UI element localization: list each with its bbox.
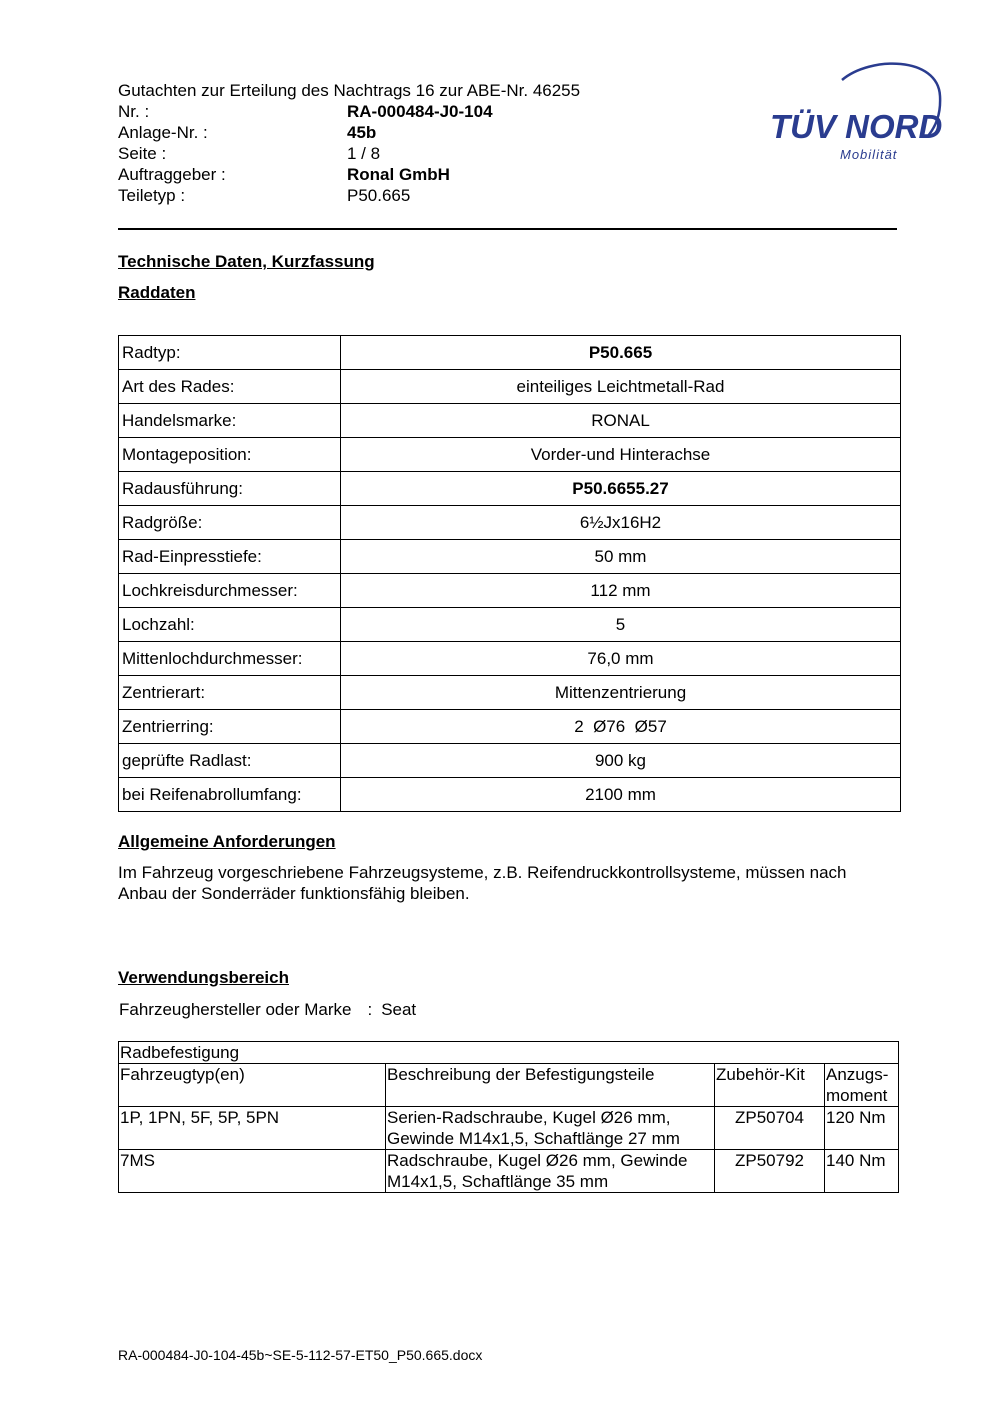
- row-value: Mittenzentrierung: [341, 676, 901, 710]
- meta-key: Anlage-Nr. :: [118, 123, 208, 142]
- row-label: Zentrierring:: [119, 710, 341, 744]
- table-row: [119, 608, 901, 642]
- table-row: [119, 506, 901, 540]
- meta-key: Seite :: [118, 144, 167, 163]
- table-row: [119, 404, 901, 438]
- table-caption: Radbefestigung: [119, 1042, 899, 1064]
- document-title: Gutachten zur Erteilung des Nachtrags 16 zur ABE-Nr. 46255: [118, 81, 581, 100]
- section-title-verwendung: Verwendungsbereich: [118, 968, 289, 987]
- wheel-fixing-table: [118, 1041, 899, 1193]
- table-row: [119, 1107, 899, 1150]
- wheel-data-table: [118, 335, 901, 812]
- cell-vehicle-types: 7MS: [119, 1150, 386, 1193]
- row-value: 900 kg: [341, 744, 901, 778]
- tuv-nord-logo: [760, 58, 950, 168]
- cell-description: Radschraube, Kugel Ø26 mm, Gewinde M14x1,5, Schaftlänge 35 mm: [386, 1150, 715, 1193]
- row-value: 112 mm: [341, 574, 901, 608]
- general-requirements-text: Im Fahrzeug vorgeschriebene Fahrzeugsysteme, z.B. Reifendruckkontrollsysteme, müssen nach Anbau der Sonderräder funktionsfähig bleiben.: [118, 863, 847, 903]
- section-title-allgemein: Allgemeine Anforderungen: [118, 832, 336, 851]
- meta-value: 45b: [347, 123, 377, 142]
- meta-value: P50.665: [347, 186, 411, 205]
- table-row: [119, 438, 901, 472]
- table-row: [119, 574, 901, 608]
- table-row: [119, 744, 901, 778]
- row-label: Zentrierart:: [119, 676, 341, 710]
- section-title-tech: Technische Daten, Kurzfassung: [118, 252, 375, 271]
- table-caption-row: [119, 1042, 899, 1064]
- meta-key: Auftraggeber :: [118, 165, 226, 184]
- meta-value: 1 / 8: [347, 144, 381, 163]
- row-value: 5: [341, 608, 901, 642]
- row-label: Montageposition:: [119, 438, 341, 472]
- row-label: bei Reifenabrollumfang:: [119, 778, 341, 812]
- row-value: einteiliges Leichtmetall-Rad: [341, 370, 901, 404]
- table-row: [119, 676, 901, 710]
- row-label: Lochkreisdurchmesser:: [119, 574, 341, 608]
- cell-description: Serien-Radschraube, Kugel Ø26 mm, Gewinde M14x1,5, Schaftlänge 27 mm: [386, 1107, 715, 1150]
- meta-key: Nr. :: [118, 102, 150, 121]
- cell-kit: ZP50792: [715, 1150, 825, 1193]
- row-value: P50.665: [341, 336, 901, 370]
- cell-torque: 140 Nm: [825, 1150, 899, 1193]
- table-row: [119, 472, 901, 506]
- meta-key: Teiletyp :: [118, 186, 186, 205]
- column-header: Fahrzeugtyp(en): [119, 1064, 386, 1107]
- cell-vehicle-types: 1P, 1PN, 5F, 5P, 5PN: [119, 1107, 386, 1150]
- table-row: [119, 642, 901, 676]
- logo-brand-text: TÜV NORD: [770, 108, 943, 145]
- cell-torque: 120 Nm: [825, 1107, 899, 1150]
- row-label: Radtyp:: [119, 336, 341, 370]
- row-label: Rad-Einpresstiefe:: [119, 540, 341, 574]
- column-header: Zubehör-Kit: [715, 1064, 825, 1107]
- logo-sub-text: Mobilität: [840, 147, 898, 162]
- row-label: Handelsmarke:: [119, 404, 341, 438]
- table-row: [119, 540, 901, 574]
- row-label: Mittenlochdurchmesser:: [119, 642, 341, 676]
- manufacturer-label: Fahrzeughersteller oder Marke: [119, 1000, 352, 1019]
- row-label: Art des Rades:: [119, 370, 341, 404]
- footer-filename: RA-000484-J0-104-45b~SE-5-112-57-ET50_P50.665.docx: [118, 1347, 483, 1363]
- row-value: RONAL: [341, 404, 901, 438]
- row-label: geprüfte Radlast:: [119, 744, 341, 778]
- manufacturer-line: [119, 999, 416, 1020]
- table-row: [119, 336, 901, 370]
- cell-kit: ZP50704: [715, 1107, 825, 1150]
- row-label: Lochzahl:: [119, 608, 341, 642]
- meta-value: Ronal GmbH: [347, 165, 450, 184]
- logo-arc-icon: [760, 58, 950, 168]
- row-label: Radgröße:: [119, 506, 341, 540]
- manufacturer-value: Seat: [381, 1000, 417, 1019]
- row-value: 6½Jx16H2: [341, 506, 901, 540]
- row-value: Vorder-und Hinterachse: [341, 438, 901, 472]
- table-row: [119, 778, 901, 812]
- header-divider: [118, 228, 897, 230]
- row-value: 2 Ø76 Ø57: [341, 710, 901, 744]
- row-label: Radausführung:: [119, 472, 341, 506]
- column-header: Beschreibung der Befestigungsteile: [386, 1064, 715, 1107]
- row-value: 76,0 mm: [341, 642, 901, 676]
- row-value: 50 mm: [341, 540, 901, 574]
- table-row: [119, 1150, 899, 1193]
- table-row: [119, 710, 901, 744]
- table-header-row: [119, 1064, 899, 1107]
- meta-value: RA-000484-J0-104: [347, 102, 493, 121]
- manufacturer-separator: :: [367, 1000, 373, 1019]
- column-header: Anzugs-moment: [825, 1064, 899, 1107]
- row-value: 2100 mm: [341, 778, 901, 812]
- section-title-raddaten: Raddaten: [118, 283, 196, 302]
- table-row: [119, 370, 901, 404]
- row-value: P50.6655.27: [341, 472, 901, 506]
